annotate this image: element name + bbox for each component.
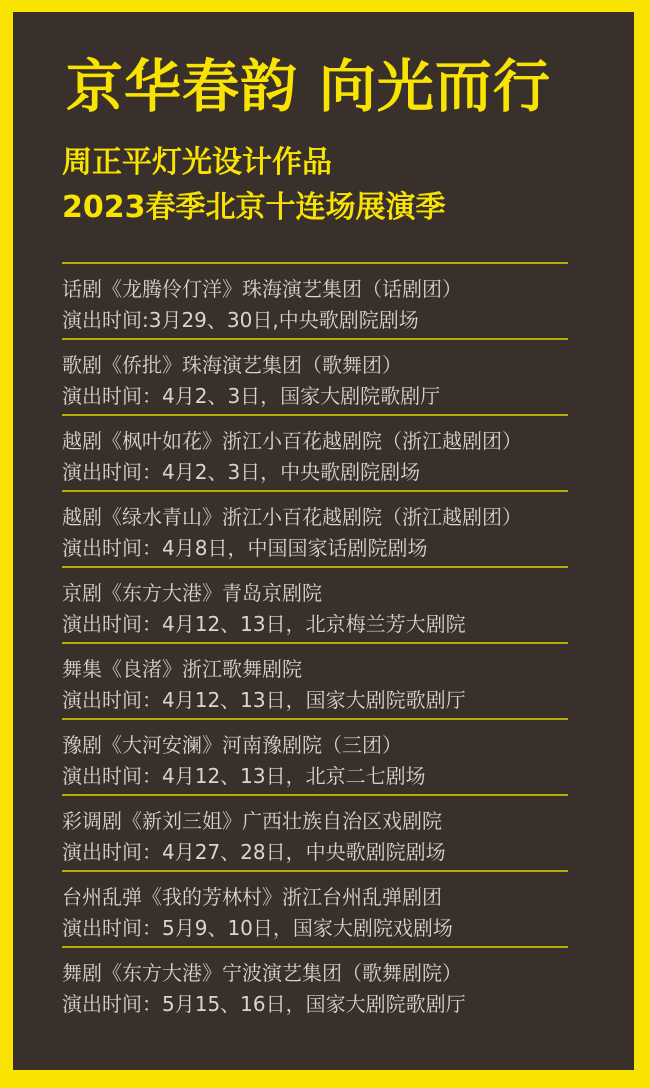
event-title: 越剧《绿水青山》浙江小百花越剧院（浙江越剧团） — [62, 505, 522, 529]
subtitle-season: 2023春季北京十连场展演季 — [62, 190, 446, 225]
event-item — [62, 870, 568, 946]
event-time: 演出时间：4月27、28日，中央歌剧院剧场 — [62, 840, 446, 864]
event-time: 演出时间：4月2、3日，国家大剧院歌剧厅 — [62, 384, 441, 408]
event-time: 演出时间：4月2、3日，中央歌剧院剧场 — [62, 460, 421, 484]
event-title: 舞集《良渚》浙江歌舞剧院 — [62, 657, 302, 681]
event-title: 话剧《龙腾伶仃洋》珠海演艺集团（话剧团） — [62, 277, 462, 301]
event-title: 舞剧《东方大港》宁波演艺集团（歌舞剧院） — [62, 961, 462, 985]
event-time: 演出时间:3月29、30日,中央歌剧院剧场 — [62, 308, 419, 332]
subtitle-designer: 周正平灯光设计作品 — [62, 145, 332, 180]
event-list — [62, 262, 568, 1022]
event-time: 演出时间：5月9、10日，国家大剧院戏剧场 — [62, 916, 453, 940]
event-title: 越剧《枫叶如花》浙江小百花越剧院（浙江越剧团） — [62, 429, 522, 453]
event-title: 豫剧《大河安澜》河南豫剧院（三团） — [62, 733, 402, 757]
event-title: 歌剧《侨批》珠海演艺集团（歌舞团） — [62, 353, 402, 377]
poster-content — [13, 52, 634, 1022]
event-item — [62, 946, 568, 1022]
event-title: 京剧《东方大港》青岛京剧院 — [62, 581, 322, 605]
poster-title: 京华春韵 向光而行 — [66, 54, 551, 120]
event-item — [62, 642, 568, 718]
event-time: 演出时间：4月12、13日，北京二七剧场 — [62, 764, 426, 788]
poster-subtitles — [62, 140, 614, 230]
event-title: 台州乱弹《我的芳林村》浙江台州乱弹剧团 — [62, 885, 442, 909]
event-item — [62, 262, 568, 338]
event-time: 演出时间：4月8日，中国国家话剧院剧场 — [62, 536, 428, 560]
event-item — [62, 338, 568, 414]
event-item — [62, 566, 568, 642]
event-item — [62, 414, 568, 490]
event-title: 彩调剧《新刘三姐》广西壮族自治区戏剧院 — [62, 809, 442, 833]
event-item — [62, 490, 568, 566]
event-item — [62, 794, 568, 870]
event-time: 演出时间：4月12、13日，国家大剧院歌剧厅 — [62, 688, 466, 712]
event-item — [62, 718, 568, 794]
event-time: 演出时间：4月12、13日，北京梅兰芳大剧院 — [62, 612, 466, 636]
event-time: 演出时间：5月15、16日，国家大剧院歌剧厅 — [62, 992, 466, 1016]
